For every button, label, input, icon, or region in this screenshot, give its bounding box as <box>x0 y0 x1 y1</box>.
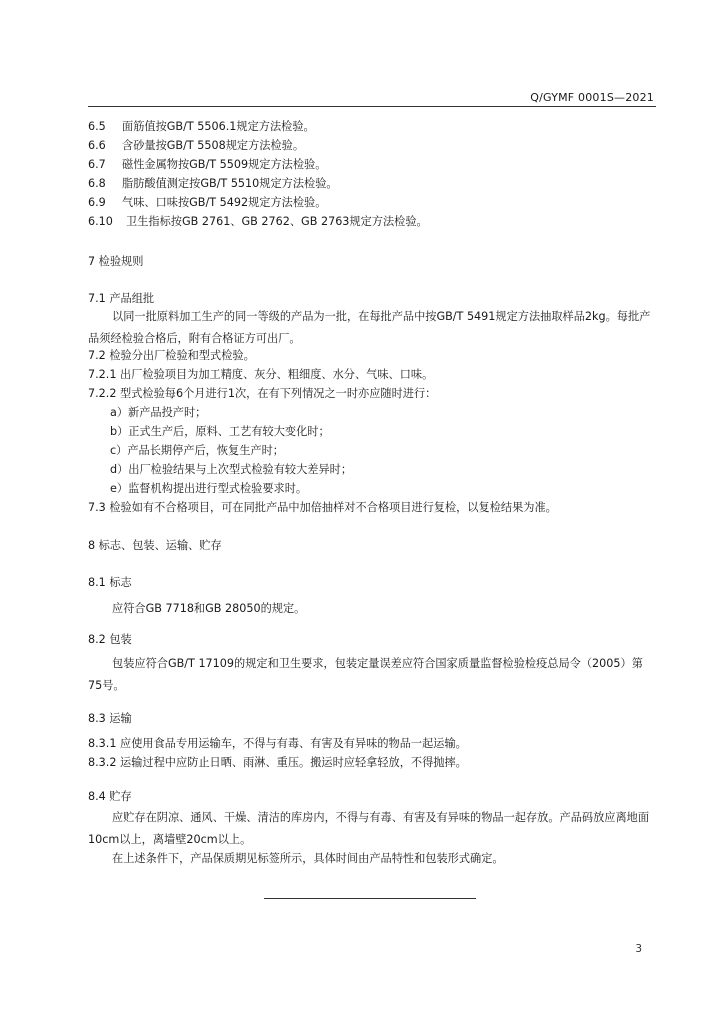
document-code: Q/GYMF 0001S—2021 <box>530 91 654 104</box>
item-number: 6.10 <box>88 215 113 228</box>
item-text: 磁性金属物按GB/T 5509规定方法检验。 <box>122 158 327 171</box>
section-8-1-title: 8.1 标志 <box>88 576 132 589</box>
section-7-1-title: 7.1 产品组批 <box>88 292 155 305</box>
condition-c: c）产品长期停产后，恢复生产时； <box>110 444 284 457</box>
item-6-7 <box>88 158 326 173</box>
condition-d: d）出厂检验结果与上次型式检验有较大差异时； <box>110 463 353 476</box>
item-6-5 <box>88 120 315 135</box>
item-text: 卫生指标按GB 2761、GB 2762、GB 2763规定方法检验。 <box>126 215 428 228</box>
section-7-2-1: 7.2.1 出厂检验项目为加工精度、灰分、粗细度、水分、气味、口味。 <box>88 368 434 381</box>
item-text: 面筋值按GB/T 5506.1规定方法检验。 <box>122 120 315 133</box>
item-6-10 <box>88 215 428 230</box>
section-7-1-paragraph: 以同一批原料加工生产的同一等级的产品为一批，在每批产品中按GB/T 5491规定方法抽取样品2kg。每批产品须经检验合格后，附有合格证方可出厂。 <box>88 310 651 345</box>
item-number: 6.8 <box>88 177 106 190</box>
end-of-document-rule <box>264 898 476 899</box>
item-6-9 <box>88 196 326 211</box>
item-number: 6.9 <box>88 196 106 209</box>
item-number: 6.6 <box>88 139 106 152</box>
section-8-4-paragraph-1: 应贮存在阴凉、通风、干燥、清洁的库房内，不得与有毒、有害及有异味的物品一起存放。产品码放应离地面10cm以上，离墙壁20cm以上。 <box>88 811 650 846</box>
section-8-3-2: 8.3.2 运输过程中应防止日晒、雨淋、重压。搬运时应轻拿轻放，不得抛摔。 <box>88 756 467 769</box>
item-number: 6.7 <box>88 158 106 171</box>
condition-e: e）监督机构提出进行型式检验要求时。 <box>110 482 308 495</box>
section-7-2-2: 7.2.2 型式检验每6个月进行1次，在有下列情况之一时亦应随时进行： <box>88 387 437 400</box>
item-6-6 <box>88 139 304 154</box>
item-text: 脂肪酸值测定按GB/T 5510规定方法检验。 <box>122 177 338 190</box>
item-text: 含砂量按GB/T 5508规定方法检验。 <box>122 139 305 152</box>
section-8-heading: 8 标志、包装、运输、贮存 <box>88 539 222 552</box>
section-8-4-title: 8.4 贮存 <box>88 790 132 803</box>
condition-b: b）正式生产后，原料、工艺有较大变化时； <box>110 425 330 438</box>
section-7-2: 7.2 检验分出厂检验和型式检验。 <box>88 349 255 362</box>
section-8-1-paragraph: 应符合GB 7718和GB 28050的规定。 <box>112 602 306 615</box>
item-number: 6.5 <box>88 120 106 133</box>
section-8-2-paragraph: 包装应符合GB/T 17109的规定和卫生要求，包装定量误差应符合国家质量监督检验检疫总局令（2005）第75号。 <box>88 657 643 692</box>
item-6-8 <box>88 177 338 192</box>
section-7-3: 7.3 检验如有不合格项目，可在同批产品中加倍抽样对不合格项目进行复检，以复检结果为准。 <box>88 501 557 514</box>
section-8-4-paragraph-2: 在上述条件下，产品保质期见标签所示，具体时间由产品特性和包装形式确定。 <box>112 852 504 865</box>
section-8-3-title: 8.3 运输 <box>88 712 132 725</box>
page-number: 3 <box>635 943 642 955</box>
section-7-heading: 7 检验规则 <box>88 255 144 268</box>
section-8-3-1: 8.3.1 应使用食品专用运输车，不得与有毒、有害及有异味的物品一起运输。 <box>88 737 467 750</box>
condition-a: a）新产品投产时； <box>110 406 207 419</box>
item-text: 气味、口味按GB/T 5492规定方法检验。 <box>122 196 327 209</box>
header-rule <box>88 106 656 107</box>
section-8-2-title: 8.2 包装 <box>88 633 132 646</box>
